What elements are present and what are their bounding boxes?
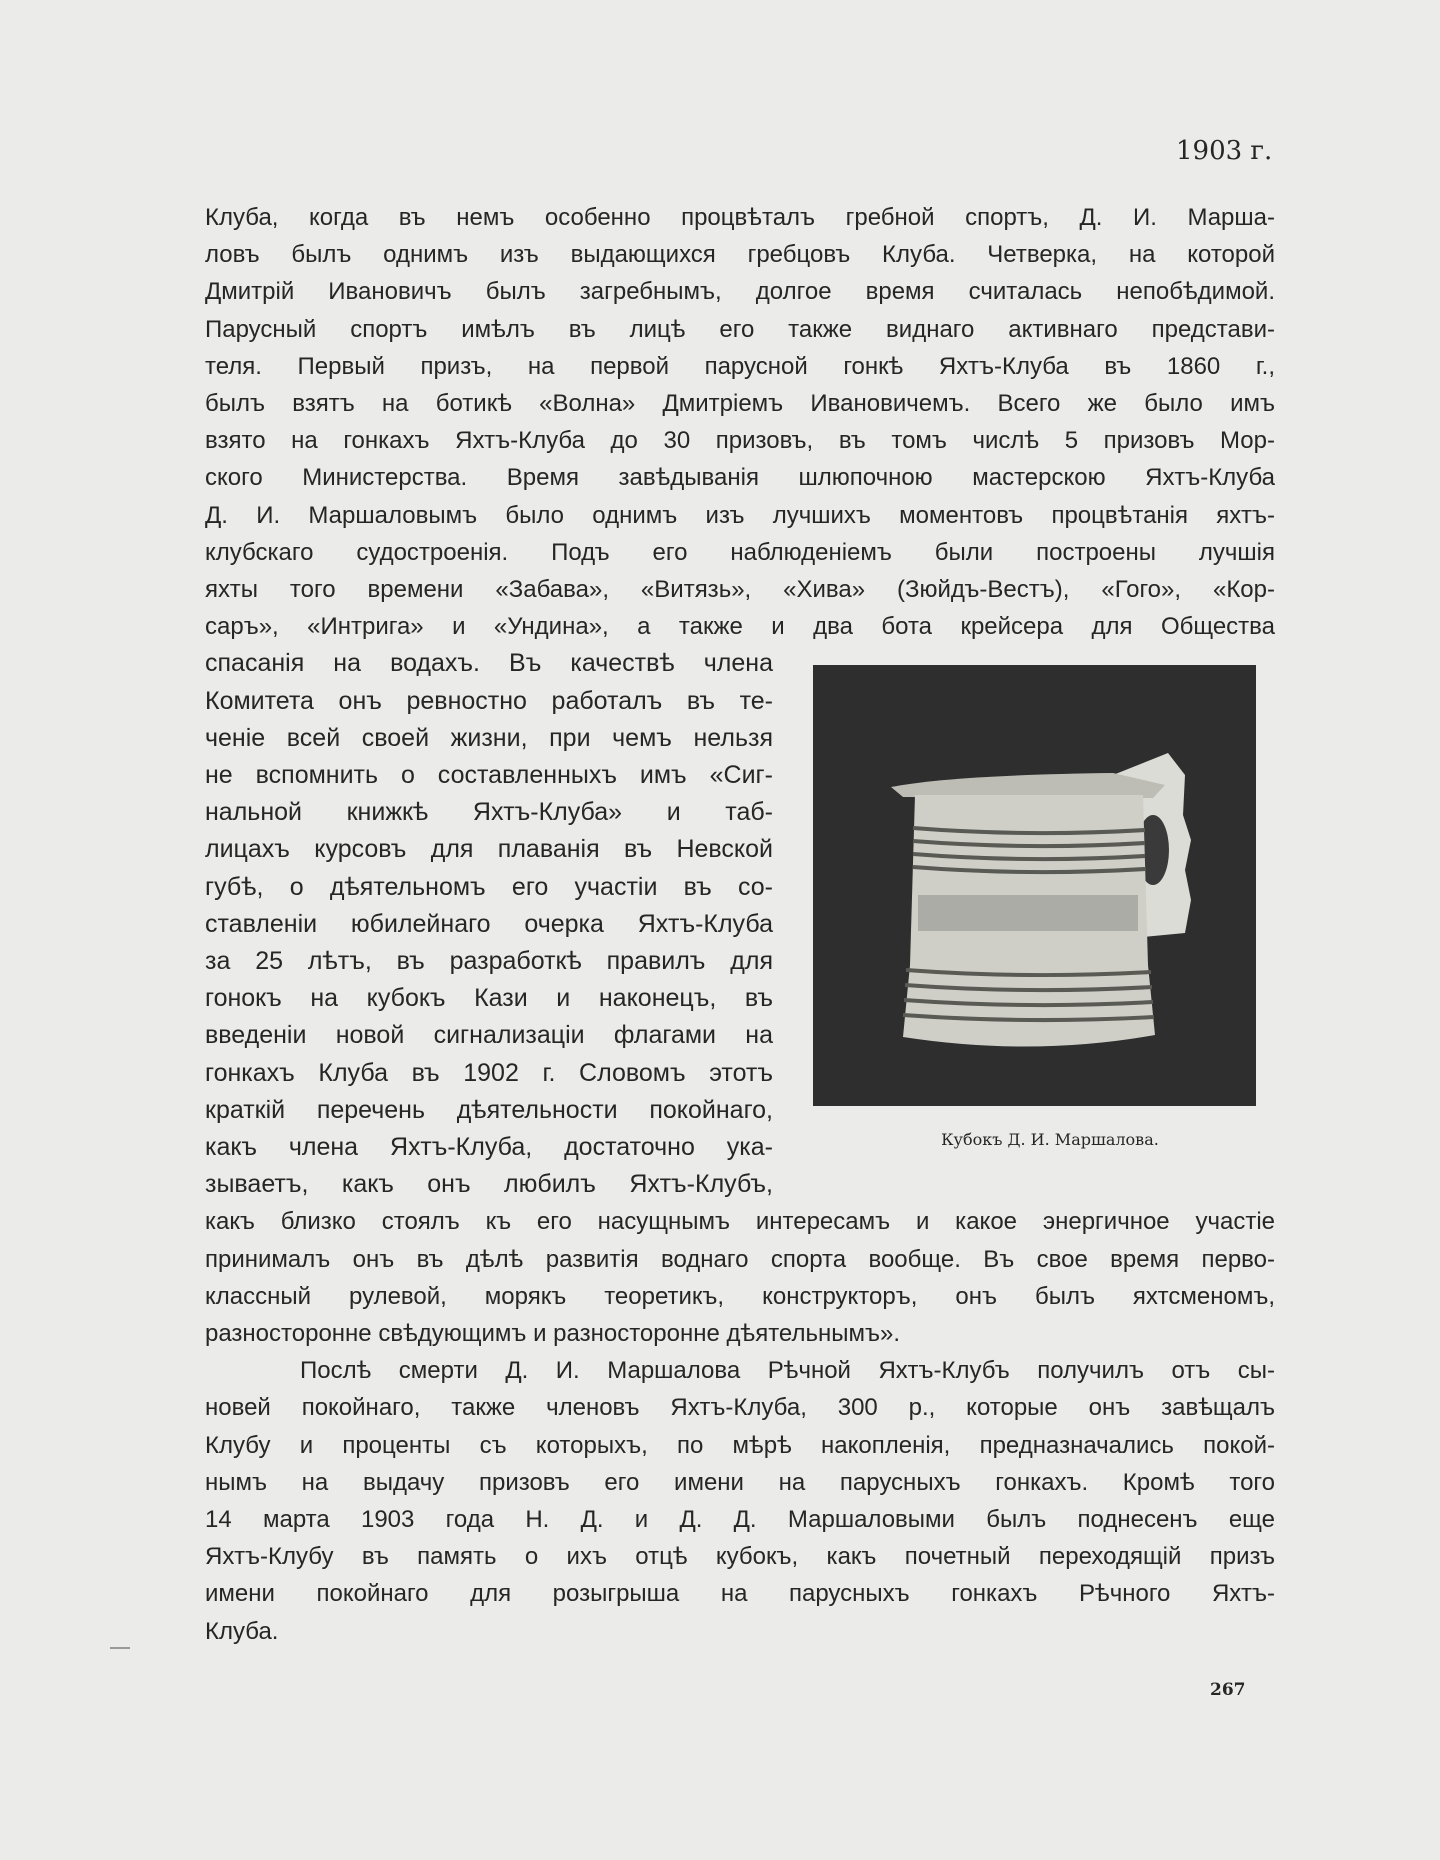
page-year-header: 1903 г. — [1176, 136, 1273, 166]
text-line: былъ взятъ на ботикѣ «Волна» Дмитріемъ Ивановичемъ. Всего же было имъ — [205, 390, 1275, 417]
text-line: Клубу и проценты съ которыхъ, по мѣрѣ накопленія, предназначались покой- — [205, 1431, 1275, 1459]
text-line: Послѣ смерти Д. И. Маршалова Рѣчной Яхтъ-Клубъ получилъ отъ сы- — [300, 1357, 1275, 1385]
text-line: саръ», «Интрига» и «Ундина», а также и два бота крейсера для Общества — [205, 613, 1275, 641]
text-line: введеніи новой сигнализаціи флагами на — [205, 1021, 773, 1050]
text-line: Д. И. Маршаловымъ было однимъ изъ лучшихъ моментовъ процвѣтанія яхтъ- — [205, 501, 1275, 529]
text-line: 14 марта 1903 года Н. Д. и Д. Д. Маршаловыми былъ поднесенъ еще — [205, 1506, 1275, 1533]
text-line: какъ близко стоялъ къ его насущнымъ интересамъ и какое энергичное участіе — [205, 1208, 1275, 1236]
text-line: Клуба, когда въ немъ особенно процвѣталъ гребной спортъ, Д. И. Марша- — [205, 204, 1275, 231]
text-line: нымъ на выдачу призовъ его имени на парусныхъ гонкахъ. Кромѣ того — [205, 1468, 1275, 1496]
text-line: какъ члена Яхтъ-Клуба, достаточно ука- — [205, 1133, 773, 1161]
text-line: взято на гонкахъ Яхтъ-Клуба до 30 призовъ, въ томъ числѣ 5 призовъ Мор- — [205, 427, 1275, 455]
text-line: за 25 лѣтъ, въ разработкѣ правилъ для — [205, 947, 773, 975]
text-line: краткій перечень дѣятельности покойнаго, — [205, 1095, 773, 1124]
text-line: ловъ былъ однимъ изъ выдающихся гребцовъ Клуба. Четверка, на которой — [205, 241, 1275, 269]
text-line: классный рулевой, морякъ теоретикъ, конструкторъ, онъ былъ яхтсменомъ, — [205, 1282, 1275, 1310]
text-line: Клуба. — [205, 1617, 279, 1645]
text-line: ского Министерства. Время завѣдыванія шлюпочною мастерскою Яхтъ-Клуба — [205, 464, 1275, 492]
text-line: Парусный спортъ имѣлъ въ лицѣ его также виднаго активнаго представи- — [205, 315, 1275, 343]
text-line: ставленіи юбилейнаго очерка Яхтъ-Клуба — [205, 909, 773, 938]
text-line: яхты того времени «Забава», «Витязь», «Хива» (Зюйдъ-Вестъ), «Гого», «Кор- — [205, 576, 1275, 603]
figure-caption: Кубокъ Д. И. Маршалова. — [941, 1130, 1159, 1149]
text-line: принималъ онъ въ дѣлѣ развитія воднаго спорта вообще. Въ свое время перво- — [205, 1245, 1275, 1273]
cup-icon — [813, 665, 1256, 1106]
page-number: 267 — [1210, 1680, 1246, 1700]
text-line: теля. Первый призъ, на первой парусной гонкѣ Яхтъ-Клуба въ 1860 г., — [205, 352, 1275, 380]
cup-photograph — [813, 665, 1256, 1106]
text-line: нальной книжкѣ Яхтъ-Клуба» и таб- — [205, 798, 773, 827]
text-line: Комитета онъ ревностно работалъ въ те- — [205, 686, 773, 715]
text-line: новей покойнаго, также членовъ Яхтъ-Клуба, 300 р., которые онъ завѣщалъ — [205, 1394, 1275, 1422]
text-line: гонкахъ Клуба въ 1902 г. Словомъ этотъ — [205, 1058, 773, 1087]
text-line: гонокъ на кубокъ Кази и наконецъ, въ — [205, 984, 773, 1013]
text-line: Дмитрій Ивановичъ былъ загребнымъ, долгое время считалась непобѣдимой. — [205, 278, 1275, 306]
text-line: клубскаго судостроенія. Подъ его наблюденіемъ были построены лучшія — [205, 538, 1275, 566]
text-line: ченіе всей своей жизни, при чемъ нельзя — [205, 723, 773, 752]
text-line: губѣ, о дѣятельномъ его участіи въ со- — [205, 872, 773, 901]
text-line: спасанія на водахъ. Въ качествѣ члена — [205, 649, 773, 678]
text-line: разносторонне свѣдующимъ и разносторонне дѣятельнымъ». — [205, 1320, 901, 1347]
margin-mark — [110, 1647, 130, 1649]
text-line: имени покойнаго для розыгрыша на парусныхъ гонкахъ Рѣчного Яхтъ- — [205, 1580, 1275, 1608]
text-line: Яхтъ-Клубу въ память о ихъ отцѣ кубокъ, какъ почетный переходящій призъ — [205, 1543, 1275, 1571]
text-line: зываетъ, какъ онъ любилъ Яхтъ-Клубъ, — [205, 1170, 773, 1199]
text-line: лицахъ курсовъ для плаванія въ Невской — [205, 835, 773, 864]
text-line: не вспомнить о составленныхъ имъ «Сиг- — [205, 761, 773, 789]
